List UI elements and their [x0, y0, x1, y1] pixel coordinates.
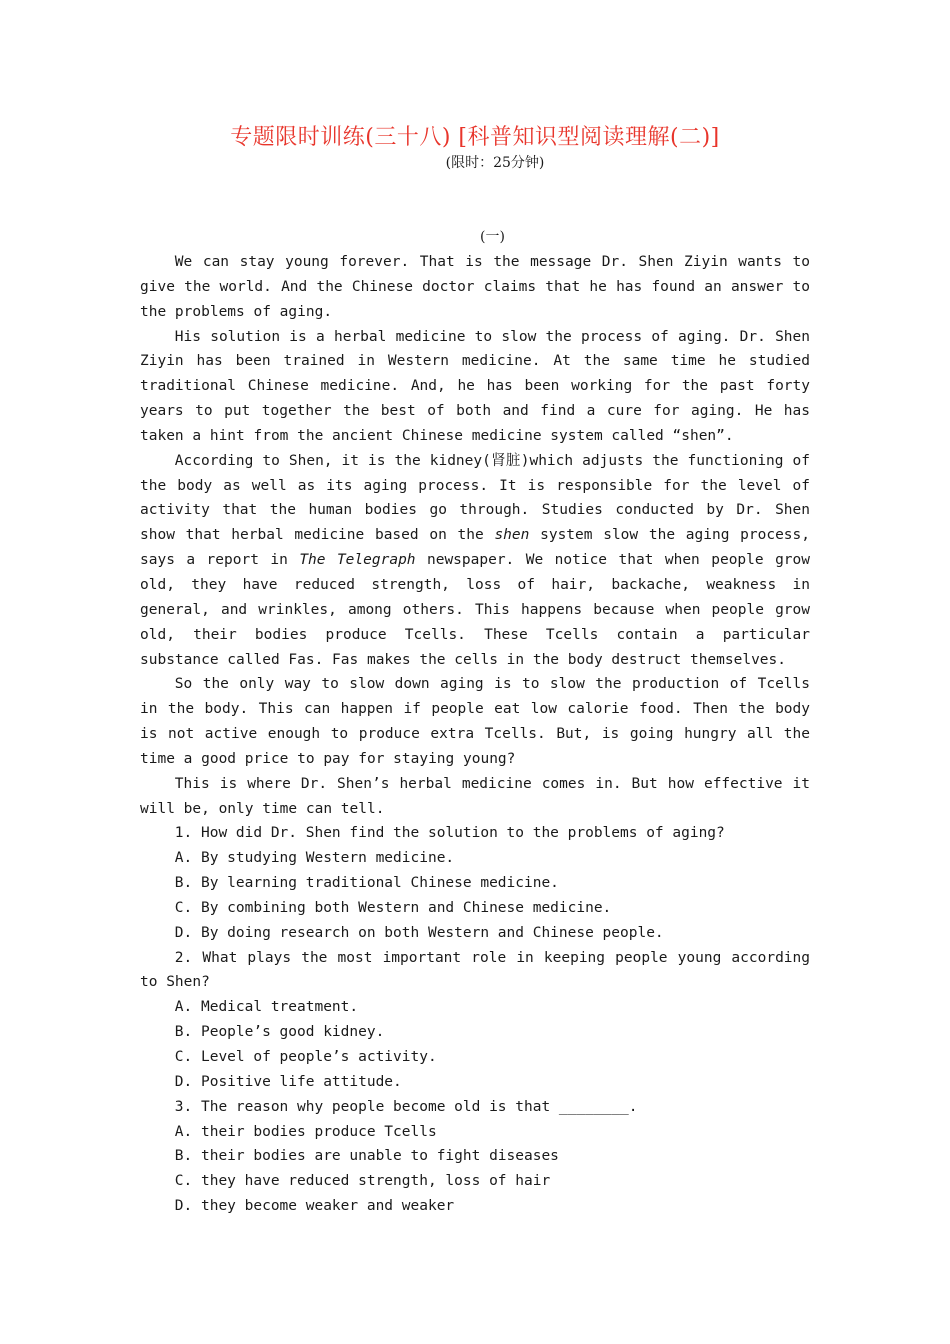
newspaper-name: The Telegraph: [299, 552, 416, 569]
paragraph-5: This is where Dr. Shen’s herbal medicine comes in. But how effective it will be, only time can tell.: [140, 775, 810, 817]
paragraph-3-part-c: newspaper. We notice that when people grow old, they have reduced strength, loss of hair, backache, weakness in general, and wrinkles, among others. This happens because when people grow old, their bodies produce Tcells. These Tcells contain a particular substance called Fas. Fas makes the cells in the body destruct themselves.: [140, 552, 810, 668]
paragraph-3-part-b: system slow the aging process, says a report in: [140, 527, 810, 569]
page-title: 专题限时训练(三十八) [科普知识型阅读理解(二)]: [230, 125, 720, 150]
question-2-option-a: A. Medical treatment.: [174, 999, 359, 1016]
question-1-option-a: A. By studying Western medicine.: [174, 850, 455, 867]
paragraph-2: His solution is a herbal medicine to slow the process of aging. Dr. Shen Ziyin has been trained in Western medicine. At the same time he studied traditional Chinese medicine. And, he has been working for the past forty years to put together the best of both and find a cure for aging. He has taken a hint from the ancient Chinese medicine system called “shen”.: [140, 328, 810, 444]
question-1-option-b: B. By learning traditional Chinese medicine.: [174, 875, 559, 892]
question-1-stem: 1. How did Dr. Shen find the solution to the problems of aging?: [174, 825, 725, 842]
question-2-option-c: C. Level of people’s activity.: [174, 1049, 437, 1065]
question-3-stem: 3. The reason why people become old is that ________.: [174, 1098, 638, 1115]
question-2-option-d: D. Positive life attitude.: [174, 1073, 402, 1090]
question-3-option-b: B. their bodies are unable to fight diseases: [174, 1148, 559, 1165]
question-2-option-b: B. People’s good kidney.: [174, 1024, 385, 1041]
question-1-option-c: C. By combining both Western and Chinese medicine.: [174, 899, 612, 916]
paragraph-4: So the only way to slow down aging is to slow the production of Tcells in the body. This can happen if people eat low calorie food. Then the body is not active enough to produce extra Tcells. But, is going hungry all the time a good price to pay for staying young?: [140, 676, 810, 767]
section-marker: (一): [480, 229, 505, 245]
shen-term: shen: [494, 527, 530, 544]
question-2-stem: 2. What plays the most important role in keeping people young according to Shen?: [140, 949, 810, 991]
paragraph-3: [140, 449, 810, 673]
question-3-option-d: D. they become weaker and weaker: [174, 1198, 455, 1215]
time-limit: (限时：25分钟): [445, 155, 545, 171]
question-1-option-d: D. By doing research on both Western and Chinese people.: [174, 924, 664, 941]
paragraph-1: We can stay young forever. That is the message Dr. Shen Ziyin wants to give the world. And the Chinese doctor claims that he has found an answer to the problems of aging.: [140, 254, 810, 320]
question-3-option-a: A. their bodies produce Tcells: [174, 1123, 437, 1140]
paragraph-3-part-a: According to Shen, it is the kidney(肾脏)which adjusts the functioning of the body as well as its aging process. It is responsible for the level of activity that the human bodies go through. Studies conducted by Dr. Shen show that herbal medicine based on the: [140, 452, 810, 544]
reading-passage: [140, 250, 810, 1219]
question-3-option-c: C. they have reduced strength, loss of hair: [174, 1173, 551, 1190]
